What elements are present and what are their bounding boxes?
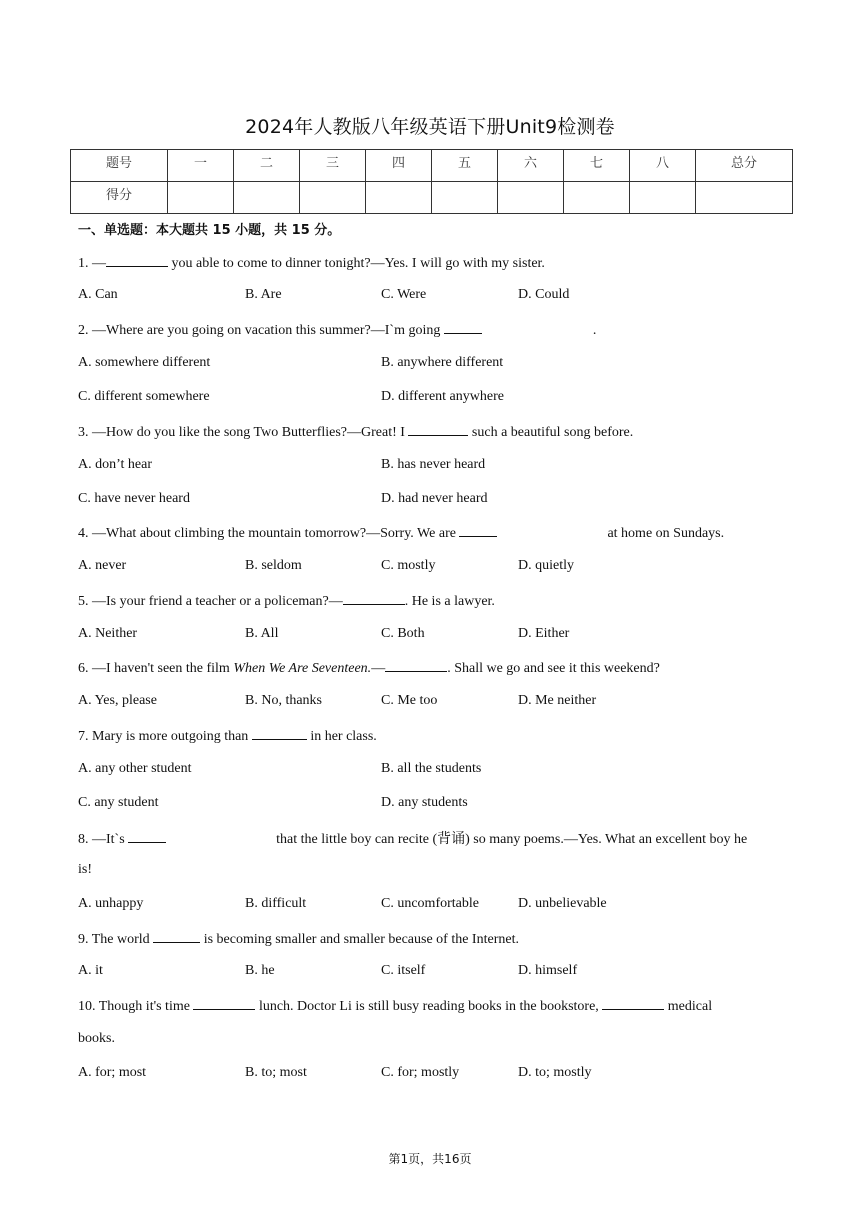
option-a: A. Yes, please	[78, 693, 157, 708]
option-b: B. difficult	[245, 896, 307, 911]
option-d: D. Could	[518, 287, 570, 302]
answer-blank	[252, 727, 307, 740]
option-d: D. Me neither	[518, 693, 597, 708]
score-header-cell: 一	[168, 150, 234, 182]
option-c: C. any student	[78, 795, 159, 810]
option-b: B. All	[245, 626, 279, 641]
option-b: B. he	[245, 963, 275, 978]
option-c: C. uncomfortable	[381, 896, 479, 911]
option-c: C. Were	[381, 287, 427, 302]
question-5: 5. —Is your friend a teacher or a policeman?— . He is a lawyer.	[78, 594, 495, 609]
option-a: A. unhappy	[78, 896, 144, 911]
question-10-continued: books.	[78, 1031, 115, 1046]
option-a: A. for; most	[78, 1065, 147, 1080]
option-b: B. Are	[245, 287, 282, 302]
option-c: C. itself	[381, 963, 426, 978]
answer-blank	[106, 254, 168, 267]
score-header-cell: 总分	[696, 150, 793, 182]
option-b: B. has never heard	[381, 457, 486, 472]
answer-blank	[602, 997, 664, 1010]
question-10: 10. Though it's time lunch. Doctor Li is still busy reading books in the bookstore, medical	[78, 999, 713, 1014]
answer-blank	[444, 321, 482, 334]
score-header-cell: 二	[234, 150, 300, 182]
score-header-cell: 五	[432, 150, 498, 182]
question-7: 7. Mary is more outgoing than in her class.	[78, 729, 377, 744]
option-d: D. himself	[518, 963, 578, 978]
score-header-cell: 七	[564, 150, 630, 182]
score-cell	[168, 182, 234, 214]
document-title: 2024年人教版八年级英语下册Unit9检测卷	[245, 116, 615, 138]
option-b: B. No, thanks	[245, 693, 322, 708]
question-2: 2. —Where are you going on vacation this summer?—I`m going .	[78, 323, 597, 338]
option-c: C. Me too	[381, 693, 438, 708]
score-cell	[564, 182, 630, 214]
answer-blank	[459, 524, 497, 537]
score-cell	[630, 182, 696, 214]
score-cell	[432, 182, 498, 214]
answer-blank	[408, 423, 468, 436]
option-d: D. any students	[381, 795, 468, 810]
score-table-score-row	[71, 182, 793, 214]
score-table	[70, 149, 793, 214]
option-c: C. different somewhere	[78, 389, 210, 404]
score-table-header-row	[71, 150, 793, 182]
option-d: D. unbelievable	[518, 896, 607, 911]
section-heading: 一、单选题：本大题共 15 小题，共 15 分。	[78, 223, 341, 238]
score-header-cell: 六	[498, 150, 564, 182]
option-a: A. somewhere different	[78, 355, 211, 370]
score-cell	[498, 182, 564, 214]
option-d: D. quietly	[518, 558, 574, 573]
option-c: C. for; mostly	[381, 1065, 460, 1080]
score-header-cell: 八	[630, 150, 696, 182]
option-b: B. seldom	[245, 558, 302, 573]
option-a: A. any other student	[78, 761, 192, 776]
option-a: A. don’t hear	[78, 457, 152, 472]
option-b: B. anywhere different	[381, 355, 504, 370]
score-header-cell: 题号	[71, 150, 168, 182]
question-3: 3. —How do you like the song Two Butterflies?—Great! I such a beautiful song before.	[78, 425, 634, 440]
option-a: A. Neither	[78, 626, 138, 641]
answer-blank	[153, 930, 200, 943]
film-title: When We Are Seventeen.	[233, 661, 372, 676]
option-c: C. have never heard	[78, 491, 190, 506]
option-a: A. it	[78, 963, 103, 978]
option-d: D. to; mostly	[518, 1065, 592, 1080]
score-header-cell: 四	[366, 150, 432, 182]
option-a: A. never	[78, 558, 127, 573]
option-a: A. Can	[78, 287, 118, 302]
option-c: C. mostly	[381, 558, 436, 573]
answer-blank	[385, 659, 447, 672]
answer-blank	[343, 592, 405, 605]
answer-blank	[193, 997, 255, 1010]
option-b: B. all the students	[381, 761, 482, 776]
score-cell	[300, 182, 366, 214]
score-row-label: 得分	[71, 182, 168, 214]
option-b: B. to; most	[245, 1065, 307, 1080]
answer-blank	[128, 830, 166, 843]
question-6: 6. —I haven't seen the film When We Are Seventeen.— . Shall we go and see it this weekend?	[78, 661, 660, 676]
score-cell	[234, 182, 300, 214]
question-8: 8. —It`s that the little boy can recite (背诵) so many poems.—Yes. What an excellent boy he	[78, 832, 748, 847]
question-9: 9. The world is becoming smaller and smaller because of the Internet.	[78, 932, 519, 947]
score-cell	[696, 182, 793, 214]
score-header-cell: 三	[300, 150, 366, 182]
page-footer: 第1页，共16页	[388, 1152, 472, 1166]
question-8-continued: is!	[78, 862, 92, 877]
option-d: D. different anywhere	[381, 389, 504, 404]
option-c: C. Both	[381, 626, 425, 641]
score-cell	[366, 182, 432, 214]
question-4: 4. —What about climbing the mountain tomorrow?—Sorry. We are at home on Sundays.	[78, 526, 725, 541]
option-d: D. Either	[518, 626, 570, 641]
option-d: D. had never heard	[381, 491, 488, 506]
question-1: 1. — you able to come to dinner tonight?—Yes. I will go with my sister.	[78, 256, 545, 271]
